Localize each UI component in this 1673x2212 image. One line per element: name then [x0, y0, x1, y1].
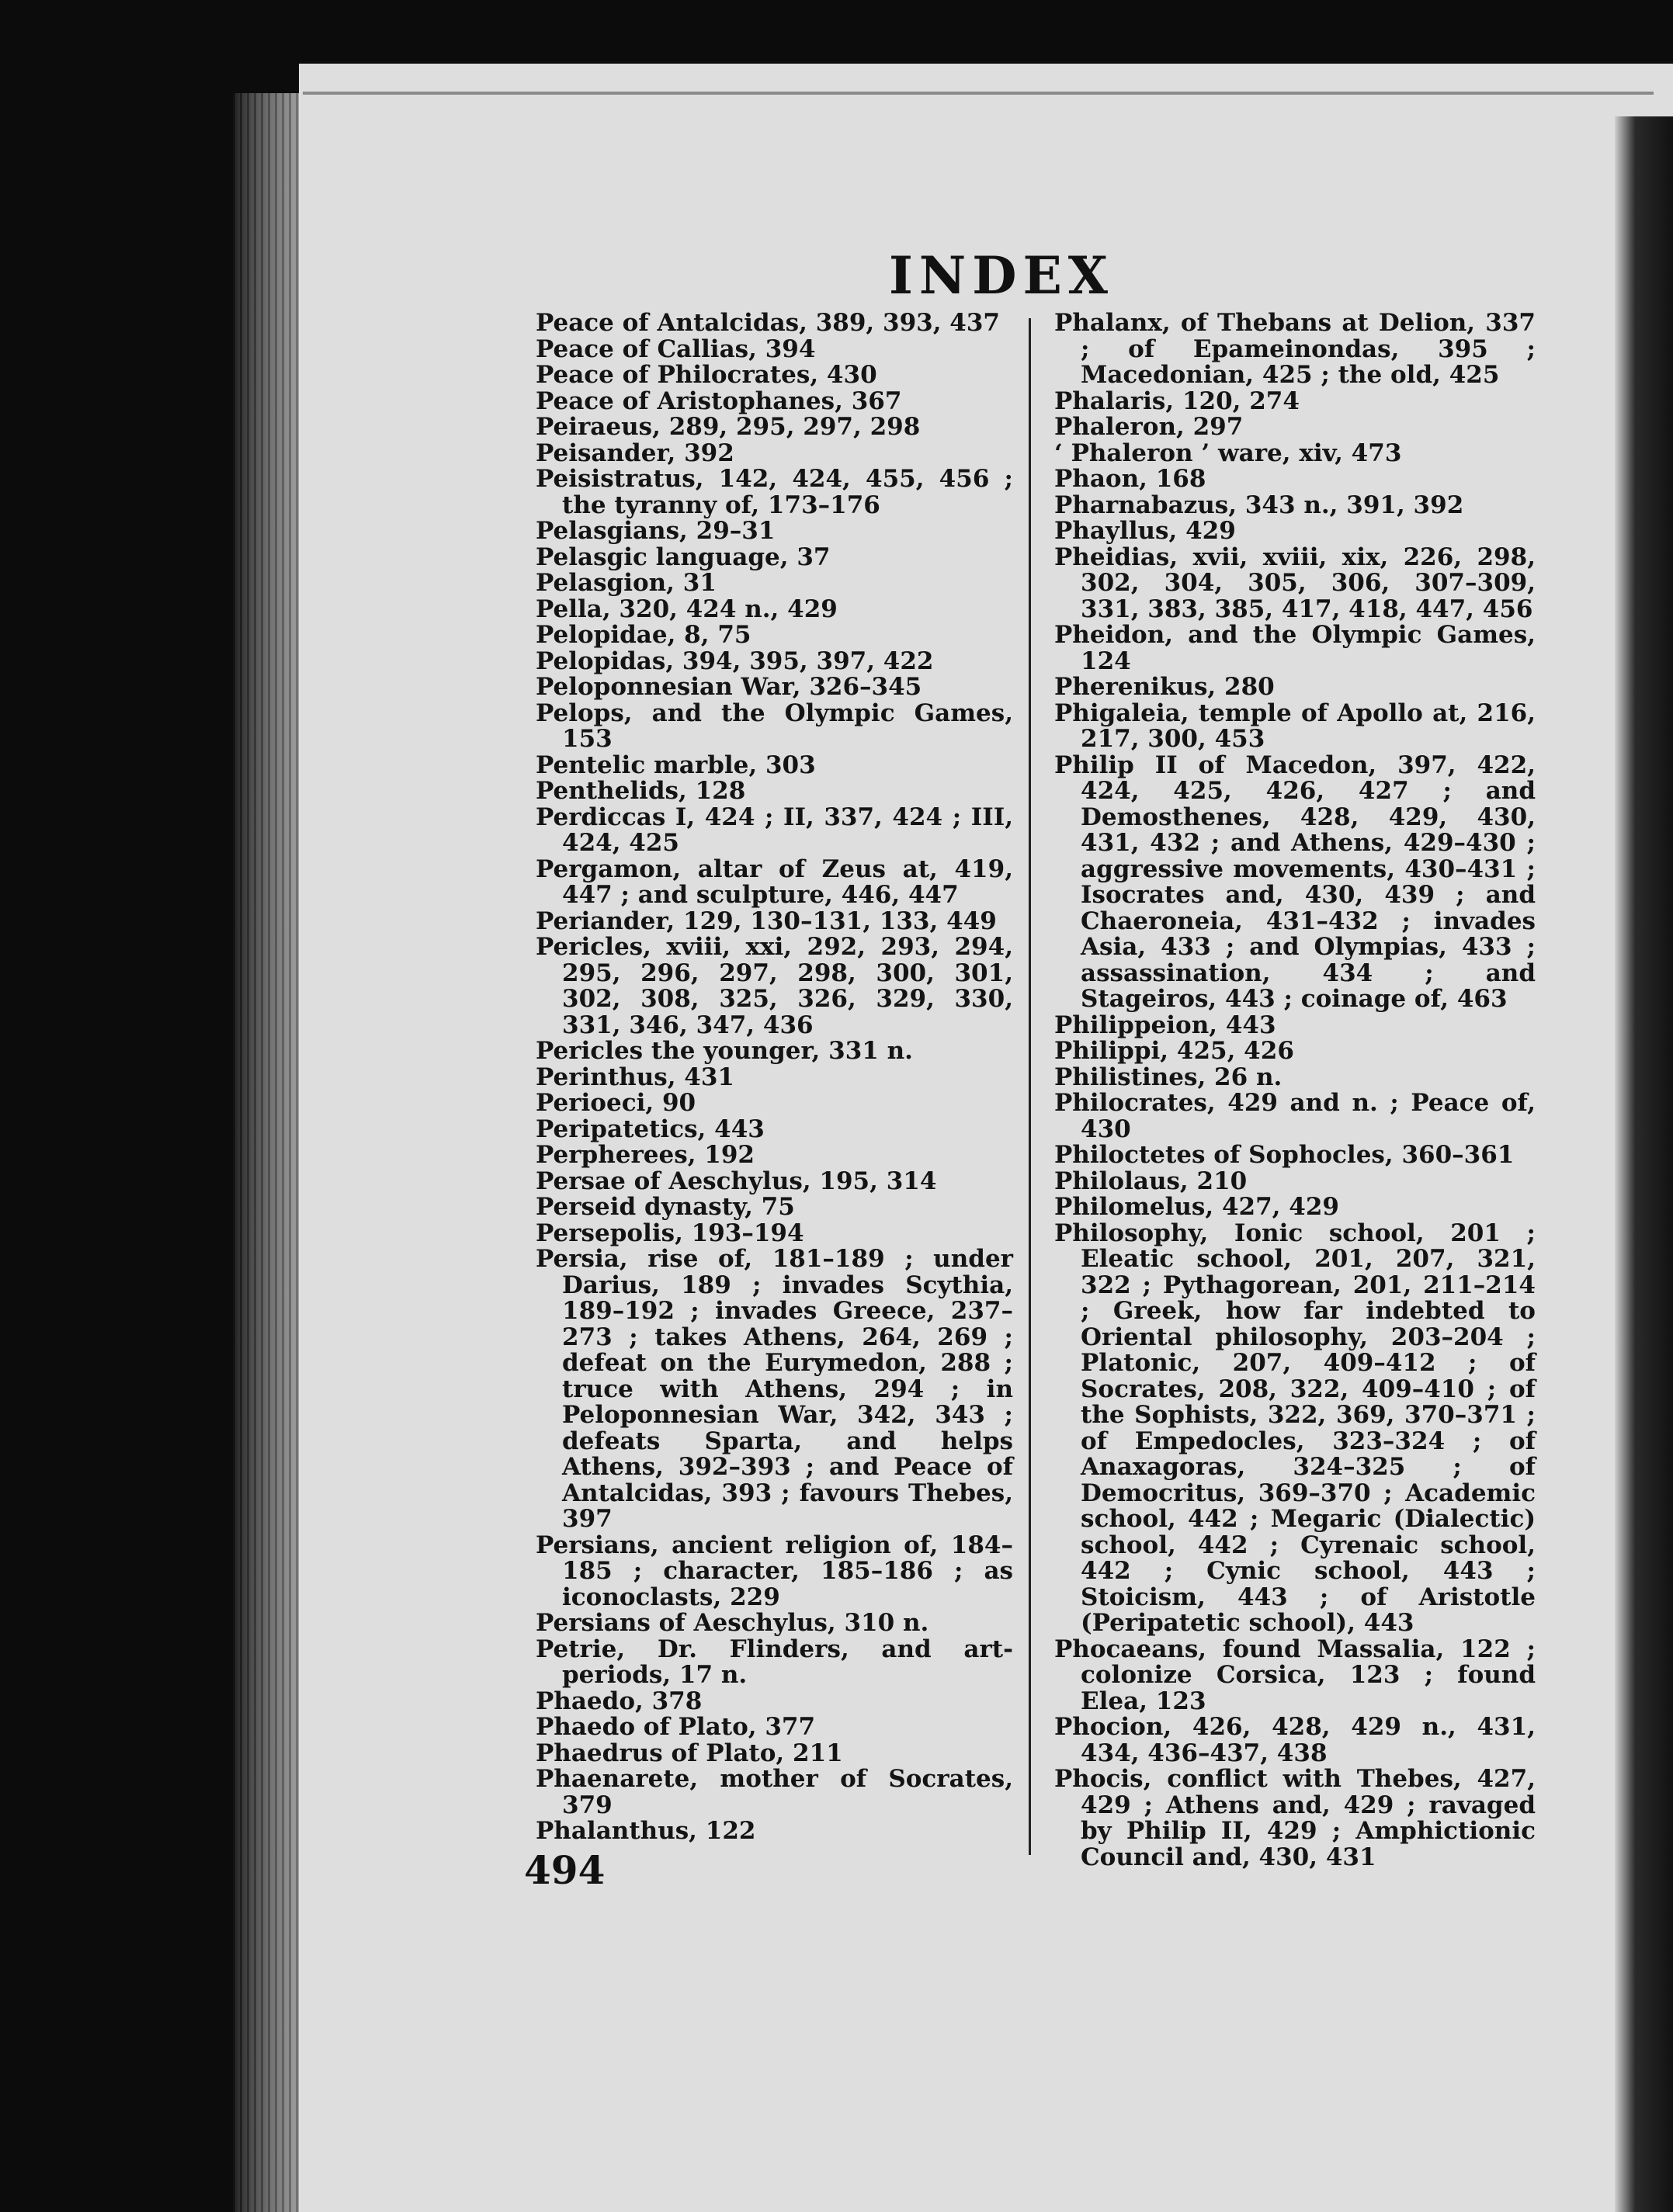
index-entry: Pelasgians, 29–31 — [536, 517, 776, 545]
index-entry: Philippi, 425, 426 — [1054, 1037, 1294, 1065]
page-number: 494 — [524, 1847, 606, 1893]
index-entry: Phalanthus, 122 — [536, 1817, 756, 1845]
index-entry: Phigaleia, temple of Apollo at, 216, 217, 300, 453 — [1054, 699, 1536, 753]
index-entry: Peace of Callias, 394 — [536, 335, 816, 363]
index-entry: Pheidias, xvii, xviii, xix, 226, 298, 302, 304, 305, 306, 307–309, 331, 383, 385, 417, 418, 447, 456 — [1054, 543, 1536, 623]
index-entry: Philippeion, 443 — [1054, 1011, 1276, 1039]
index-entry: Philocrates, 429 and n. ; Peace of, 430 — [1054, 1089, 1536, 1143]
index-entry: Pentelic marble, 303 — [536, 751, 816, 779]
index-entry: Phaon, 168 — [1054, 465, 1206, 493]
index-entry: Peripatetics, 443 — [536, 1115, 765, 1143]
index-entry: Phocaeans, found Massalia, 122 ; colonize Corsica, 123 ; found Elea, 123 — [1054, 1635, 1536, 1715]
index-entry: Persepolis, 193–194 — [536, 1219, 804, 1247]
index-entry: Pelops, and the Olympic Games, 153 — [536, 699, 1013, 753]
index-entry: Pelasgion, 31 — [536, 569, 717, 597]
index-entry: Phocion, 426, 428, 429 n., 431, 434, 436–437, 438 — [1054, 1713, 1536, 1767]
index-entry: Phalaris, 120, 274 — [1054, 387, 1300, 415]
index-entry: Philomelus, 427, 429 — [1054, 1193, 1339, 1221]
index-entry: Perinthus, 431 — [536, 1063, 734, 1091]
index-entry: Peace of Aristophanes, 367 — [536, 387, 902, 415]
index-entry: Phaenarete, mother of Socrates, 379 — [536, 1765, 1013, 1819]
facing-page-shadow — [1615, 116, 1673, 2212]
index-entry: Pericles, xviii, xxi, 292, 293, 294, 295, 296, 297, 298, 300, 301, 302, 308, 325, 326, 329, 330, 331, 346, 347, 436 — [536, 933, 1013, 1039]
index-entry: Persia, rise of, 181–189 ; under Darius, 189 ; invades Scythia, 189–192 ; invades Greece, 237–273 ; takes Athens, 264, 269 ; defeat on the Eurymedon, 288 ; truce with Athens, 294 ; in Peloponnesian War, 342, 343 ; defeats Sparta, and helps Athens, 392–393 ; and Peace of Antalcidas, 393 ; favours Thebes, 397 — [536, 1245, 1013, 1533]
index-entry: Phaedrus of Plato, 211 — [536, 1739, 843, 1767]
index-entry: Peace of Antalcidas, 389, 393, 437 — [536, 309, 1001, 337]
index-entry: Pericles the younger, 331 n. — [536, 1037, 913, 1065]
index-entry: Peloponnesian War, 326–345 — [536, 673, 922, 701]
index-entry: Persians of Aeschylus, 310 n. — [536, 1609, 929, 1637]
index-entry: Pheidon, and the Olympic Games, 124 — [1054, 621, 1536, 675]
index-entry: Pherenikus, 280 — [1054, 673, 1275, 701]
index-heading: INDEX — [889, 245, 1114, 306]
index-right-column — [1054, 310, 1536, 1870]
index-entry: Persae of Aeschylus, 195, 314 — [536, 1167, 937, 1195]
index-entry: Phaedo of Plato, 377 — [536, 1713, 816, 1741]
index-entry: Pharnabazus, 343 n., 391, 392 — [1054, 491, 1464, 519]
index-entry: Peisander, 392 — [536, 439, 734, 467]
index-entry: Phaleron, 297 — [1054, 413, 1244, 441]
index-entry: Philolaus, 210 — [1054, 1167, 1248, 1195]
index-entry: Phayllus, 429 — [1054, 517, 1236, 545]
index-entry: ‘ Phaleron ’ ware, xiv, 473 — [1054, 439, 1402, 467]
index-entry: Pergamon, altar of Zeus at, 419, 447 ; and sculpture, 446, 447 — [536, 855, 1013, 909]
index-entry: Philosophy, Ionic school, 201 ; Eleatic school, 201, 207, 321, 322 ; Pythagorean, 201, 211–214 ; Greek, how far indebted to Oriental philosophy, 203–204 ; Platonic, 207, 409–412 ; of Socrates, 208, 322, 409–410 ; of the Sophists, 322, 369, 370–371 ; of Empedocles, 323–324 ; of Anaxagoras, 324–325 ; of Democritus, 369–370 ; Academic school, 442 ; Megaric (Dialectic) school, 442 ; Cyrenaic school, 442 ; Cynic school, 443 ; Stoicism, 443 ; of Aristotle (Peripatetic school), 443 — [1054, 1219, 1536, 1637]
index-entry: Perioeci, 90 — [536, 1089, 696, 1117]
index-entry: Perpherees, 192 — [536, 1141, 755, 1169]
index-entry: Phaedo, 378 — [536, 1687, 703, 1715]
index-entry: Pella, 320, 424 n., 429 — [536, 595, 838, 623]
index-entry: Petrie, Dr. Flinders, and art-periods, 17 n. — [536, 1635, 1013, 1689]
column-divider — [1029, 318, 1031, 1855]
index-entry: Pelopidae, 8, 75 — [536, 621, 751, 649]
index-entry: Philoctetes of Sophocles, 360–361 — [1054, 1141, 1515, 1169]
index-left-column — [536, 310, 1013, 1845]
index-entry: Peiraeus, 289, 295, 297, 298 — [536, 413, 921, 441]
index-entry: Philip II of Macedon, 397, 422, 424, 425, 426, 427 ; and Demosthenes, 428, 429, 430, 431, 432 ; and Athens, 429–430 ; aggressive movements, 430–431 ; Isocrates and, 430, 439 ; and Chaeroneia, 431–432 ; invades Asia, 433 ; and Olympias, 433 ; assassination, 434 ; and Stageiros, 443 ; coinage of, 463 — [1054, 751, 1536, 1013]
index-entry: Pelasgic language, 37 — [536, 543, 831, 571]
index-entry: Phocis, conflict with Thebes, 427, 429 ; Athens and, 429 ; ravaged by Philip II, 429 ; Amphictionic Council and, 430, 431 — [1054, 1765, 1536, 1871]
index-entry: Penthelids, 128 — [536, 777, 746, 805]
index-entry: Phalanx, of Thebans at Delion, 337 ; of Epameinondas, 395 ; Macedonian, 425 ; the old, 425 — [1054, 309, 1536, 389]
index-entry: Periander, 129, 130–131, 133, 449 — [536, 907, 997, 935]
page-top-rule — [303, 92, 1654, 95]
index-entry: Pelopidas, 394, 395, 397, 422 — [536, 647, 934, 675]
index-entry: Peisistratus, 142, 424, 455, 456 ; the tyranny of, 173–176 — [536, 465, 1013, 519]
index-entry: Philistines, 26 n. — [1054, 1063, 1283, 1091]
index-entry: Peace of Philocrates, 430 — [536, 361, 877, 389]
index-entry: Perseid dynasty, 75 — [536, 1193, 795, 1221]
index-entry: Persians, ancient religion of, 184–185 ; character, 185–186 ; as iconoclasts, 229 — [536, 1531, 1013, 1611]
index-entry: Perdiccas I, 424 ; II, 337, 424 ; III, 424, 425 — [536, 803, 1013, 857]
